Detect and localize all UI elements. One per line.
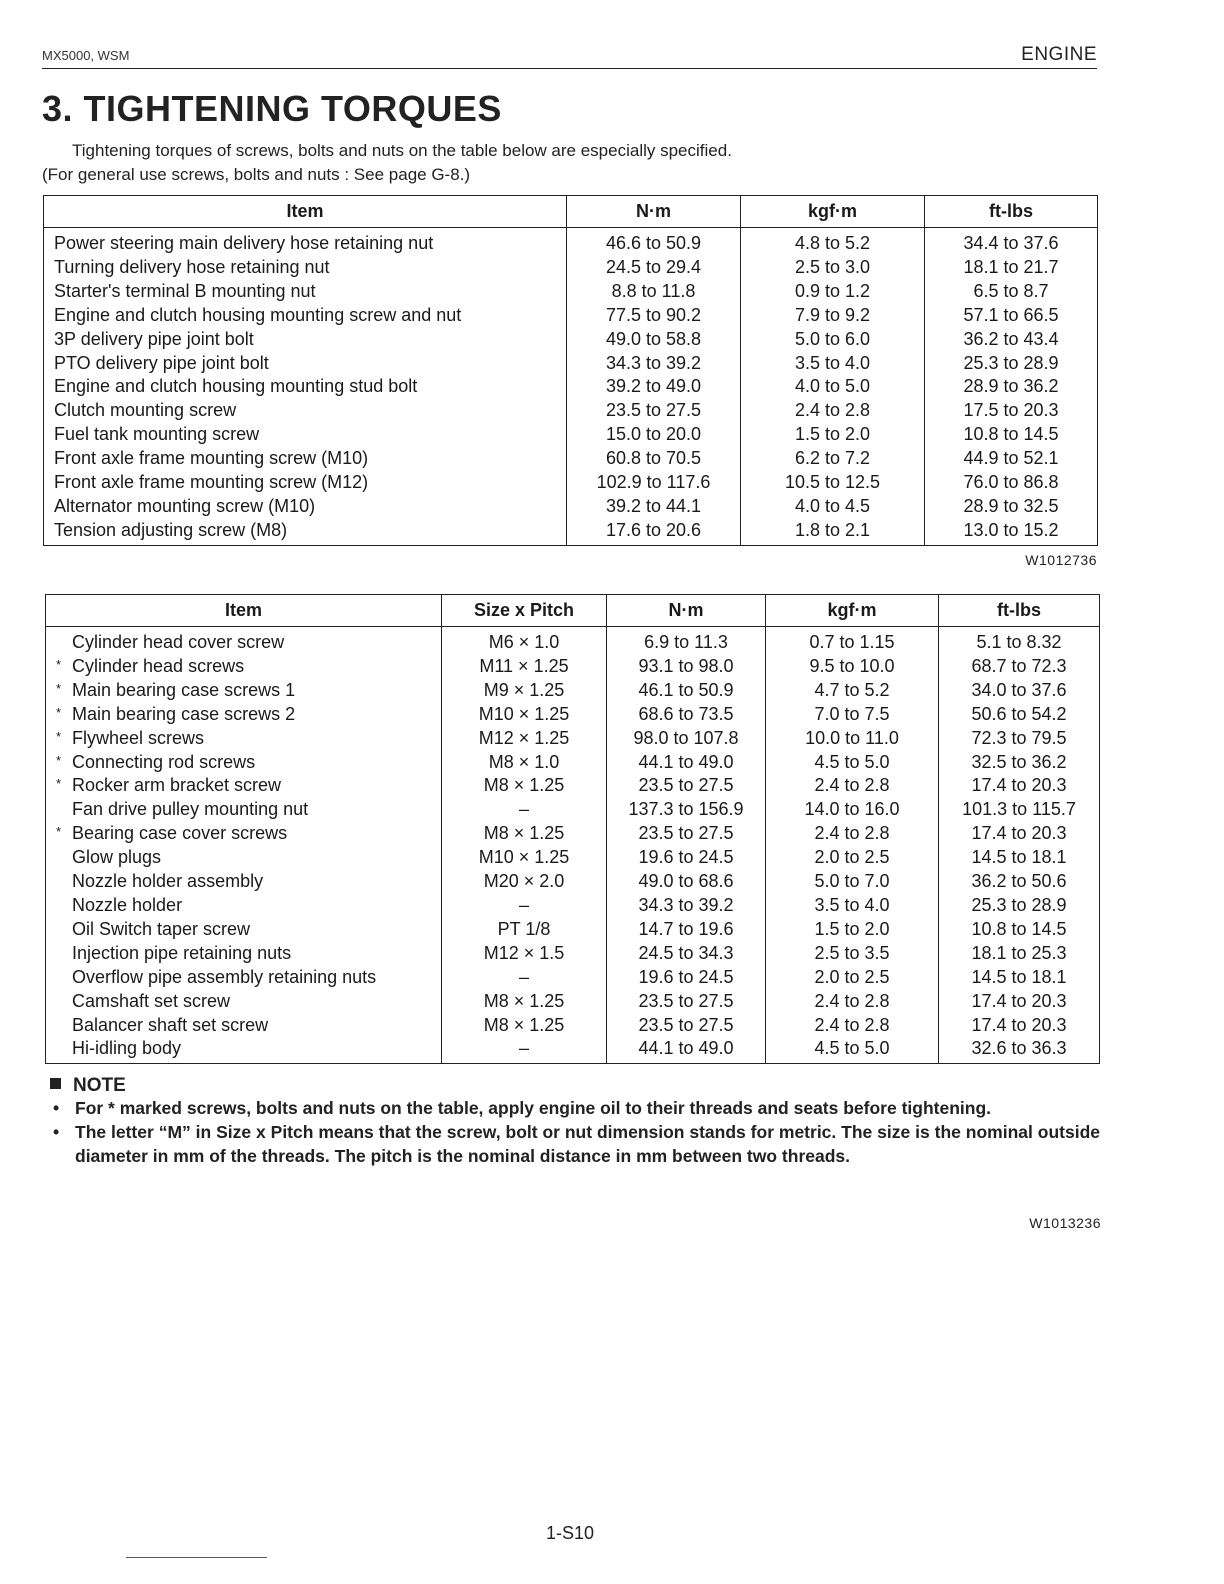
reference-code: W1012736 xyxy=(1025,552,1097,568)
item-cell: Turning delivery hose retaining nut xyxy=(44,256,567,280)
size-pitch-cell: M9 × 1.25 xyxy=(442,679,607,703)
oil-mark: * xyxy=(56,680,62,696)
nm-cell: 34.3 to 39.2 xyxy=(607,894,766,918)
ftlbs-cell: 17.4 to 20.3 xyxy=(939,822,1100,846)
table-row xyxy=(46,703,1100,727)
kgfm-cell: 1.8 to 2.1 xyxy=(741,519,925,545)
kgfm-cell: 2.5 to 3.0 xyxy=(741,256,925,280)
table-row xyxy=(46,1037,1100,1063)
size-pitch-cell: M20 × 2.0 xyxy=(442,870,607,894)
kgfm-cell: 0.9 to 1.2 xyxy=(741,280,925,304)
note-item xyxy=(50,1096,1100,1120)
ftlbs-cell: 18.1 to 21.7 xyxy=(925,256,1098,280)
table-row xyxy=(44,304,1098,328)
kgfm-cell: 4.0 to 5.0 xyxy=(741,375,925,399)
table-row xyxy=(46,870,1100,894)
kgfm-cell: 14.0 to 16.0 xyxy=(766,798,939,822)
oil-mark: * xyxy=(56,824,62,840)
nm-cell: 17.6 to 20.6 xyxy=(567,519,741,545)
col-header-ftlbs: ft-lbs xyxy=(939,595,1100,627)
ftlbs-cell: 32.6 to 36.3 xyxy=(939,1037,1100,1063)
ftlbs-cell: 36.2 to 50.6 xyxy=(939,870,1100,894)
nm-cell: 24.5 to 34.3 xyxy=(607,942,766,966)
size-pitch-cell: M8 × 1.0 xyxy=(442,751,607,775)
table-row xyxy=(46,679,1100,703)
size-pitch-cell: M10 × 1.25 xyxy=(442,846,607,870)
item-cell: Front axle frame mounting screw (M10) xyxy=(44,447,567,471)
ftlbs-cell: 34.0 to 37.6 xyxy=(939,679,1100,703)
table-row xyxy=(44,375,1098,399)
kgfm-cell: 4.7 to 5.2 xyxy=(766,679,939,703)
item-cell xyxy=(46,870,442,894)
item-cell xyxy=(46,679,442,703)
oil-mark: * xyxy=(56,752,62,768)
item-cell xyxy=(46,894,442,918)
page-header xyxy=(42,44,1097,69)
item-name: Main bearing case screws 2 xyxy=(72,703,296,724)
size-pitch-cell: M8 × 1.25 xyxy=(442,1014,607,1038)
item-cell: Front axle frame mounting screw (M12) xyxy=(44,471,567,495)
col-header-nm: N·m xyxy=(607,595,766,627)
nm-cell: 23.5 to 27.5 xyxy=(607,1014,766,1038)
item-cell xyxy=(46,918,442,942)
nm-cell: 77.5 to 90.2 xyxy=(567,304,741,328)
item-cell xyxy=(46,846,442,870)
col-header-item: Item xyxy=(46,595,442,627)
kgfm-cell: 4.5 to 5.0 xyxy=(766,751,939,775)
page-title: 3. TIGHTENING TORQUES xyxy=(42,88,502,129)
ftlbs-cell: 17.4 to 20.3 xyxy=(939,990,1100,1014)
kgfm-cell: 3.5 to 4.0 xyxy=(741,352,925,376)
item-name: Bearing case cover screws xyxy=(72,823,288,844)
table-row xyxy=(46,655,1100,679)
reference-code: W1013236 xyxy=(1029,1215,1101,1231)
item-name: Overflow pipe assembly retaining nuts xyxy=(72,966,377,987)
item-cell xyxy=(46,990,442,1014)
table-row xyxy=(46,966,1100,990)
size-pitch-cell: M8 × 1.25 xyxy=(442,822,607,846)
item-name: Cylinder head screws xyxy=(72,655,245,676)
ftlbs-cell: 68.7 to 72.3 xyxy=(939,655,1100,679)
table-row xyxy=(46,798,1100,822)
item-cell xyxy=(46,774,442,798)
table-header-row xyxy=(46,595,1100,627)
kgfm-cell: 2.0 to 2.5 xyxy=(766,846,939,870)
oil-mark: * xyxy=(56,656,62,672)
item-name: Cylinder head cover screw xyxy=(72,632,285,652)
item-name: Glow plugs xyxy=(72,847,162,868)
table-header-row xyxy=(44,196,1098,228)
table-row xyxy=(46,846,1100,870)
intro-line-2: (For general use screws, bolts and nuts : See page G-8.) xyxy=(42,165,471,184)
nm-cell: 23.5 to 27.5 xyxy=(607,990,766,1014)
ftlbs-cell: 17.4 to 20.3 xyxy=(939,1014,1100,1038)
item-name: Connecting rod screws xyxy=(72,751,256,772)
table-body xyxy=(44,228,1098,546)
item-name: Flywheel screws xyxy=(72,727,205,748)
ftlbs-cell: 76.0 to 86.8 xyxy=(925,471,1098,495)
footer-rule xyxy=(126,1557,267,1558)
ftlbs-cell: 72.3 to 79.5 xyxy=(939,727,1100,751)
kgfm-cell: 10.5 to 12.5 xyxy=(741,471,925,495)
table-row xyxy=(46,1014,1100,1038)
table-row xyxy=(44,228,1098,256)
item-cell xyxy=(46,798,442,822)
nm-cell: 49.0 to 58.8 xyxy=(567,328,741,352)
nm-cell: 98.0 to 107.8 xyxy=(607,727,766,751)
kgfm-cell: 2.4 to 2.8 xyxy=(741,399,925,423)
item-name: Hi-idling body xyxy=(72,1038,182,1059)
table-row xyxy=(46,942,1100,966)
table-row xyxy=(44,352,1098,376)
item-cell: Power steering main delivery hose retaining nut xyxy=(44,228,567,256)
ftlbs-cell: 14.5 to 18.1 xyxy=(939,846,1100,870)
size-pitch-cell: M8 × 1.25 xyxy=(442,990,607,1014)
nm-cell: 39.2 to 44.1 xyxy=(567,495,741,519)
col-header-ftlbs: ft-lbs xyxy=(925,196,1098,228)
nm-cell: 49.0 to 68.6 xyxy=(607,870,766,894)
item-name: Nozzle holder xyxy=(72,894,183,915)
ftlbs-cell: 44.9 to 52.1 xyxy=(925,447,1098,471)
ftlbs-cell: 32.5 to 36.2 xyxy=(939,751,1100,775)
item-cell xyxy=(46,727,442,751)
table-row xyxy=(44,256,1098,280)
size-pitch-cell: M12 × 1.25 xyxy=(442,727,607,751)
size-pitch-cell: M12 × 1.5 xyxy=(442,942,607,966)
ftlbs-cell: 5.1 to 8.32 xyxy=(939,627,1100,655)
item-cell: Engine and clutch housing mounting stud bolt xyxy=(44,375,567,399)
nm-cell: 34.3 to 39.2 xyxy=(567,352,741,376)
nm-cell: 44.1 to 49.0 xyxy=(607,1037,766,1063)
nm-cell: 15.0 to 20.0 xyxy=(567,423,741,447)
ftlbs-cell: 28.9 to 32.5 xyxy=(925,495,1098,519)
table-row xyxy=(44,399,1098,423)
item-cell: 3P delivery pipe joint bolt xyxy=(44,328,567,352)
ftlbs-cell: 25.3 to 28.9 xyxy=(925,352,1098,376)
col-header-size-pitch: Size x Pitch xyxy=(442,595,607,627)
table-row xyxy=(44,495,1098,519)
note-heading xyxy=(50,1075,126,1097)
intro-line-1: Tightening torques of screws, bolts and nuts on the table below are especially specified. xyxy=(72,141,732,160)
kgfm-cell: 1.5 to 2.0 xyxy=(741,423,925,447)
size-pitch-cell: – xyxy=(442,1037,607,1063)
item-name: Fan drive pulley mounting nut xyxy=(72,799,309,820)
torque-table-engine xyxy=(45,594,1100,1064)
item-name: Oil Switch taper screw xyxy=(72,918,251,939)
kgfm-cell: 6.2 to 7.2 xyxy=(741,447,925,471)
item-name: Camshaft set screw xyxy=(72,990,231,1011)
col-header-nm: N·m xyxy=(567,196,741,228)
kgfm-cell: 2.4 to 2.8 xyxy=(766,1014,939,1038)
kgfm-cell: 2.0 to 2.5 xyxy=(766,966,939,990)
nm-cell: 44.1 to 49.0 xyxy=(607,751,766,775)
table-row xyxy=(44,471,1098,495)
kgfm-cell: 7.0 to 7.5 xyxy=(766,703,939,727)
item-name: Balancer shaft set screw xyxy=(72,1014,269,1035)
nm-cell: 23.5 to 27.5 xyxy=(607,822,766,846)
kgfm-cell: 10.0 to 11.0 xyxy=(766,727,939,751)
ftlbs-cell: 17.5 to 20.3 xyxy=(925,399,1098,423)
table-row xyxy=(46,751,1100,775)
nm-cell: 23.5 to 27.5 xyxy=(607,774,766,798)
nm-cell: 14.7 to 19.6 xyxy=(607,918,766,942)
nm-cell: 19.6 to 24.5 xyxy=(607,846,766,870)
page-number: 1-S10 xyxy=(546,1523,595,1543)
kgfm-cell: 7.9 to 9.2 xyxy=(741,304,925,328)
ftlbs-cell: 34.4 to 37.6 xyxy=(925,228,1098,256)
item-cell xyxy=(46,966,442,990)
size-pitch-cell: M10 × 1.25 xyxy=(442,703,607,727)
note-text: The letter “M” in Size x Pitch means that the screw, bolt or nut dimension stands for metric. The size is the nominal outside diameter in mm of the threads. The pitch is the nominal distance in mm between two threads. xyxy=(75,1122,1100,1166)
table-row xyxy=(46,918,1100,942)
kgfm-cell: 0.7 to 1.15 xyxy=(766,627,939,655)
nm-cell: 8.8 to 11.8 xyxy=(567,280,741,304)
nm-cell: 46.1 to 50.9 xyxy=(607,679,766,703)
kgfm-cell: 5.0 to 7.0 xyxy=(766,870,939,894)
item-cell: PTO delivery pipe joint bolt xyxy=(44,352,567,376)
item-cell: Alternator mounting screw (M10) xyxy=(44,495,567,519)
ftlbs-cell: 18.1 to 25.3 xyxy=(939,942,1100,966)
table-body xyxy=(46,627,1100,1064)
torque-table-chassis xyxy=(43,195,1098,546)
ftlbs-cell: 25.3 to 28.9 xyxy=(939,894,1100,918)
ftlbs-cell: 36.2 to 43.4 xyxy=(925,328,1098,352)
note-item xyxy=(50,1120,1100,1168)
kgfm-cell: 3.5 to 4.0 xyxy=(766,894,939,918)
table-row xyxy=(44,423,1098,447)
table-row xyxy=(44,519,1098,545)
col-header-item: Item xyxy=(44,196,567,228)
item-cell: Starter's terminal B mounting nut xyxy=(44,280,567,304)
oil-mark: * xyxy=(56,728,62,744)
oil-mark: * xyxy=(56,704,62,720)
kgfm-cell: 4.0 to 4.5 xyxy=(741,495,925,519)
nm-cell: 93.1 to 98.0 xyxy=(607,655,766,679)
col-header-kgfm: kgf·m xyxy=(741,196,925,228)
bullet-icon: • xyxy=(53,1122,60,1142)
size-pitch-cell: PT 1/8 xyxy=(442,918,607,942)
kgfm-cell: 4.8 to 5.2 xyxy=(741,228,925,256)
bullet-icon: • xyxy=(53,1098,60,1118)
ftlbs-cell: 50.6 to 54.2 xyxy=(939,703,1100,727)
item-cell xyxy=(46,627,442,655)
nm-cell: 137.3 to 156.9 xyxy=(607,798,766,822)
item-cell xyxy=(46,1037,442,1063)
note-heading-text: NOTE xyxy=(73,1075,126,1096)
col-header-kgfm: kgf·m xyxy=(766,595,939,627)
ftlbs-cell: 6.5 to 8.7 xyxy=(925,280,1098,304)
size-pitch-cell: – xyxy=(442,798,607,822)
size-pitch-cell: M8 × 1.25 xyxy=(442,774,607,798)
table-row xyxy=(46,727,1100,751)
item-cell xyxy=(46,942,442,966)
ftlbs-cell: 10.8 to 14.5 xyxy=(939,918,1100,942)
size-pitch-cell: – xyxy=(442,894,607,918)
item-cell: Fuel tank mounting screw xyxy=(44,423,567,447)
table-row xyxy=(44,280,1098,304)
note-text: For * marked screws, bolts and nuts on the table, apply engine oil to their threads and seats before tightening. xyxy=(75,1098,991,1118)
ftlbs-cell: 14.5 to 18.1 xyxy=(939,966,1100,990)
item-name: Nozzle holder assembly xyxy=(72,871,264,892)
item-cell xyxy=(46,751,442,775)
table-row xyxy=(44,447,1098,471)
kgfm-cell: 9.5 to 10.0 xyxy=(766,655,939,679)
kgfm-cell: 2.5 to 3.5 xyxy=(766,942,939,966)
kgfm-cell: 4.5 to 5.0 xyxy=(766,1037,939,1063)
item-name: Rocker arm bracket screw xyxy=(72,775,282,796)
table-row xyxy=(46,990,1100,1014)
ftlbs-cell: 13.0 to 15.2 xyxy=(925,519,1098,545)
section-name: ENGINE xyxy=(1021,44,1097,65)
table-row xyxy=(46,822,1100,846)
nm-cell: 102.9 to 117.6 xyxy=(567,471,741,495)
item-cell xyxy=(46,1014,442,1038)
nm-cell: 19.6 to 24.5 xyxy=(607,966,766,990)
oil-mark: * xyxy=(56,776,62,792)
square-bullet-icon xyxy=(50,1078,61,1089)
size-pitch-cell: M6 × 1.0 xyxy=(442,627,607,655)
size-pitch-cell: M11 × 1.25 xyxy=(442,655,607,679)
item-name: Injection pipe retaining nuts xyxy=(72,942,292,963)
item-cell: Tension adjusting screw (M8) xyxy=(44,519,567,545)
ftlbs-cell: 10.8 to 14.5 xyxy=(925,423,1098,447)
item-name: Main bearing case screws 1 xyxy=(72,679,296,700)
item-cell xyxy=(46,703,442,727)
table-row xyxy=(46,894,1100,918)
kgfm-cell: 2.4 to 2.8 xyxy=(766,822,939,846)
note-list xyxy=(50,1096,1100,1168)
nm-cell: 46.6 to 50.9 xyxy=(567,228,741,256)
nm-cell: 39.2 to 49.0 xyxy=(567,375,741,399)
nm-cell: 24.5 to 29.4 xyxy=(567,256,741,280)
table-row xyxy=(46,627,1100,655)
ftlbs-cell: 28.9 to 36.2 xyxy=(925,375,1098,399)
nm-cell: 68.6 to 73.5 xyxy=(607,703,766,727)
table-row xyxy=(46,774,1100,798)
kgfm-cell: 5.0 to 6.0 xyxy=(741,328,925,352)
ftlbs-cell: 57.1 to 66.5 xyxy=(925,304,1098,328)
kgfm-cell: 2.4 to 2.8 xyxy=(766,990,939,1014)
item-cell: Engine and clutch housing mounting screw and nut xyxy=(44,304,567,328)
nm-cell: 6.9 to 11.3 xyxy=(607,627,766,655)
kgfm-cell: 2.4 to 2.8 xyxy=(766,774,939,798)
item-cell: Clutch mounting screw xyxy=(44,399,567,423)
item-cell xyxy=(46,822,442,846)
kgfm-cell: 1.5 to 2.0 xyxy=(766,918,939,942)
item-cell xyxy=(46,655,442,679)
manual-id: MX5000, WSM xyxy=(42,48,130,63)
nm-cell: 60.8 to 70.5 xyxy=(567,447,741,471)
size-pitch-cell: – xyxy=(442,966,607,990)
ftlbs-cell: 17.4 to 20.3 xyxy=(939,774,1100,798)
ftlbs-cell: 101.3 to 115.7 xyxy=(939,798,1100,822)
nm-cell: 23.5 to 27.5 xyxy=(567,399,741,423)
table-row xyxy=(44,328,1098,352)
